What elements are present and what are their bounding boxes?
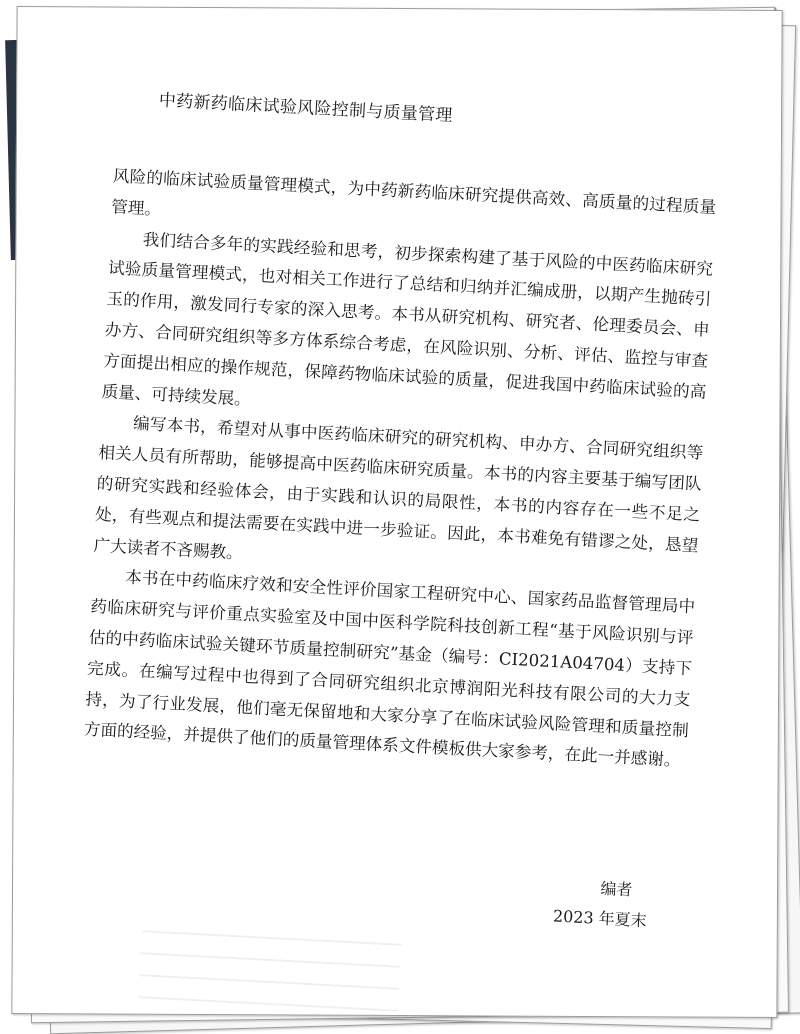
- signature-date: 2023 年夏末: [552, 906, 648, 931]
- paragraph: 编写本书，希望对从事中医药临床研究的研究机构、申办方、合同研究组织等相关人员有所帮助，能够提高中医药临床研究质量。本书的内容主要基于编写团队的研究实践和经验体会，由于实践和认识的局限性，本书的内容存在一些不足之处，有些观点和提法需要在实践中进一步验证。因此，本书难免有错谬之处，恳望广大读者不吝赐教。: [93, 414, 704, 563]
- signature-block: [552, 871, 649, 936]
- paragraph: 我们结合多年的实践经验和思考，初步探索构建了基于风险的中医药临床研究试验质量管理模式，也对相关工作进行了总结和归纳并汇编成册，以期产生抛砖引玉的作用，激发同行专家的深入思考。本书从研究机构、研究者、伦理委员会、申办方、合同研究组织等多方体系综合考虑，在风险识别、分析、评估、监控与审查方面提出相应的操作规范，保障药物临床试验的质量，促进我国中药临床试验的高质量、可持续发展。: [101, 229, 714, 409]
- paragraph-continued: 风险的临床试验质量管理模式，为中药新药临床研究提供高效、高质量的过程质量管理。: [110, 166, 717, 219]
- signature-author: 编者: [599, 878, 633, 900]
- running-head: 中药新药临床试验风险控制与质量管理: [158, 90, 454, 127]
- body-text: [83, 161, 717, 777]
- book-page: [28, 53, 734, 986]
- paragraph: 本书在中药临床疗效和安全性评价国家工程研究中心、国家药品监督管理局中药临床研究与评价重点实验室及中国中医科学院科技创新工程“基于风险识别与评估的中药临床试验关键环节质量控制研究”基金（编号：CI2021A04704）支持下完成。在编写过程中也得到了合同研究组织北京博润阳光科技有限公司的大力支持，为了行业发展，他们毫无保留地和大家分享了在临床试验风险管理和质量控制方面的经验，并提供了他们的质量管理体系文件模板供大家参考，在此一并感谢。: [83, 567, 696, 771]
